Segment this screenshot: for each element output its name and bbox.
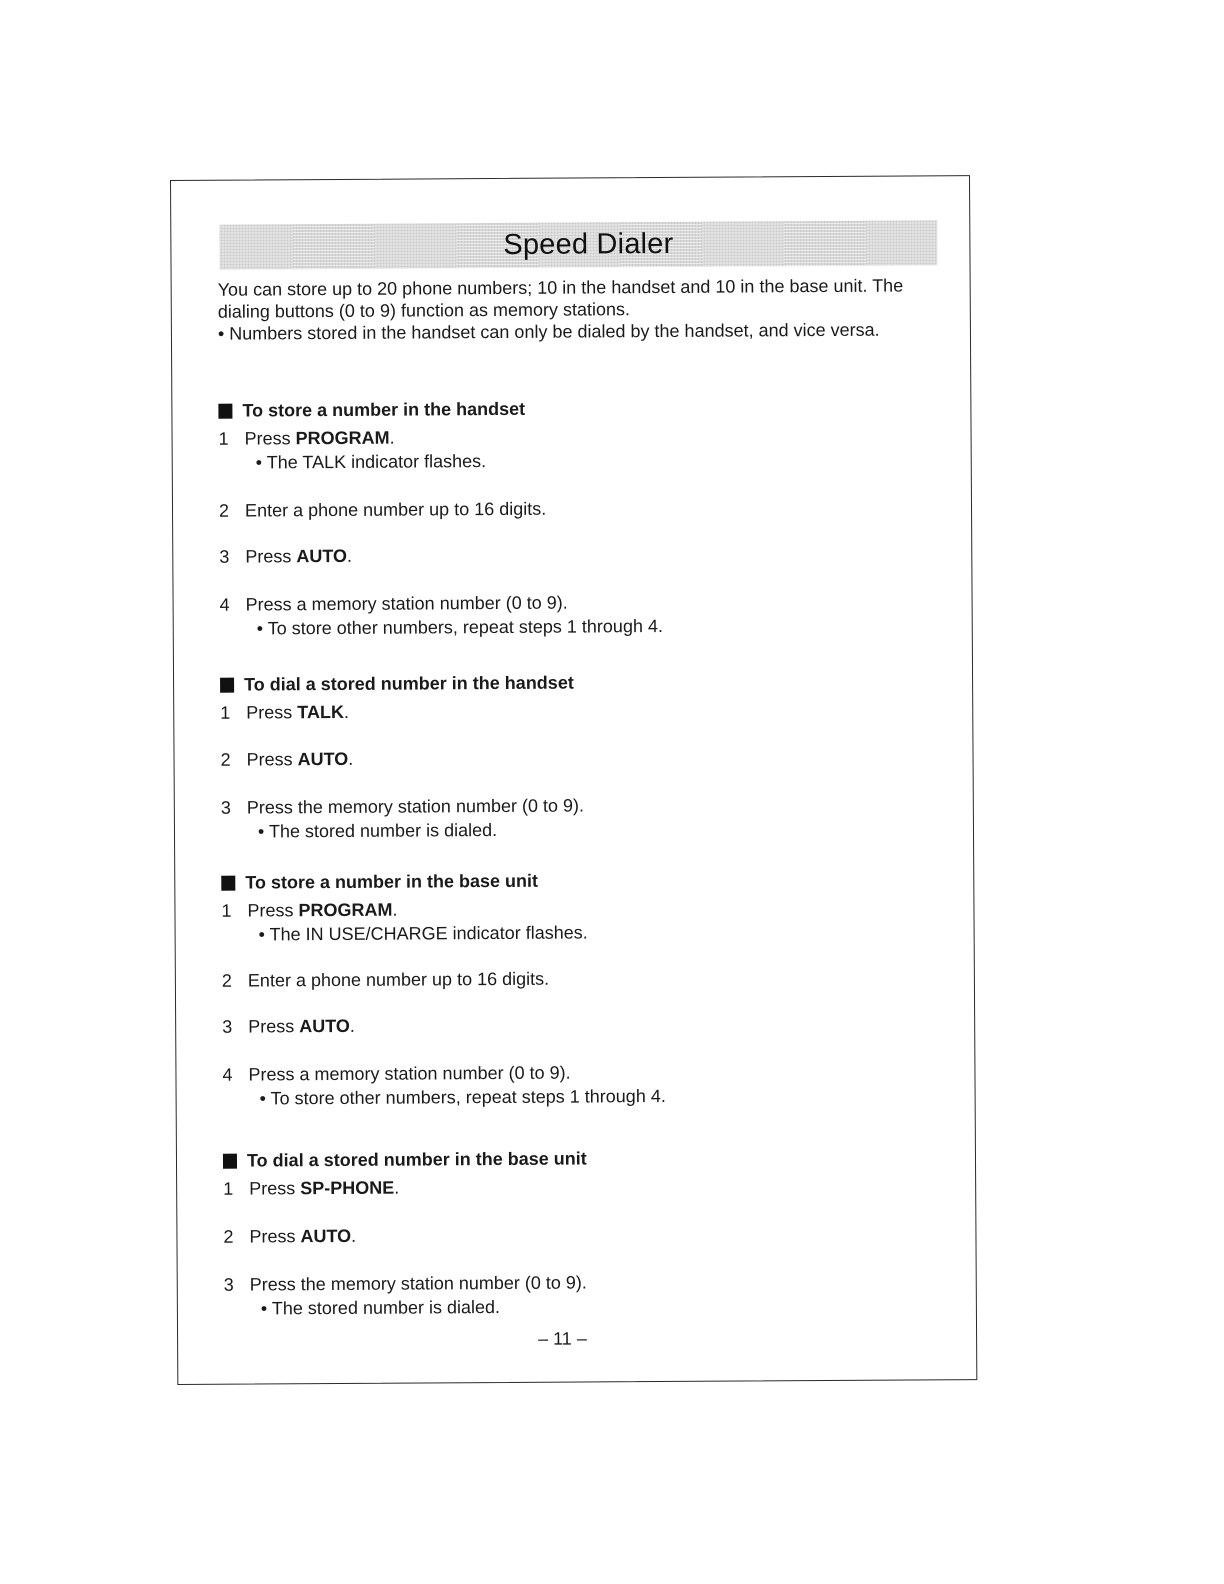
step-text: Press SP-PHONE. <box>249 1177 400 1199</box>
step-number: 3 <box>220 797 231 818</box>
key-label: AUTO <box>299 1015 350 1037</box>
page-title: Speed Dialer <box>503 227 674 261</box>
page-frame <box>170 175 977 1385</box>
step-number: 4 <box>222 1064 233 1085</box>
step-number: 1 <box>223 1178 234 1199</box>
step-text: Press AUTO. <box>249 1225 357 1247</box>
step <box>222 1011 872 1039</box>
step-text: Press the memory station number (0 to 9). <box>246 795 585 818</box>
step-number: 2 <box>223 1226 234 1247</box>
step <box>220 697 870 725</box>
section-dial-base <box>223 1145 874 1321</box>
intro-text: You can store up to 20 phone numbers; 10 in the handset and 10 in the base unit. The dialing buttons (0 to 9) function as memory stations. <box>217 275 904 322</box>
page-number: – 11 – <box>538 1328 587 1349</box>
step <box>220 744 870 772</box>
section-store-handset <box>218 395 869 641</box>
step-text: Press PROGRAM. <box>247 899 398 921</box>
section-heading <box>221 867 871 895</box>
step-number: 2 <box>218 500 230 521</box>
step-number: 1 <box>221 900 232 921</box>
step-number: 4 <box>219 594 230 615</box>
step-note: • The TALK indicator flashes. <box>255 451 487 473</box>
step-text: Press a memory station number (0 to 9). <box>245 592 568 615</box>
section-heading <box>223 1145 873 1173</box>
step-number: 2 <box>221 970 232 991</box>
section-dial-handset <box>220 669 871 844</box>
step <box>220 589 870 641</box>
section-store-base <box>221 867 872 1111</box>
step-note: • The stored number is dialed. <box>260 1297 501 1319</box>
key-label: AUTO <box>297 748 349 770</box>
key-label: AUTO <box>300 1225 352 1247</box>
section-heading-text: To dial a stored number in the handset <box>244 672 574 695</box>
intro-note: • Numbers stored in the handset can only be dialed by the handset, and vice versa. <box>217 319 880 344</box>
square-bullet-icon <box>221 875 235 890</box>
key-label: TALK <box>297 701 344 723</box>
step-text: Press TALK. <box>246 701 350 723</box>
step-note: • The stored number is dialed. <box>257 820 498 842</box>
step-text: Press a memory station number (0 to 9). <box>248 1062 571 1085</box>
step <box>222 965 872 993</box>
intro <box>218 274 918 344</box>
step-note: • To store other numbers, repeat steps 1 through 4. <box>259 1085 666 1109</box>
step <box>222 1059 872 1111</box>
title-band <box>219 220 937 269</box>
step <box>221 792 871 844</box>
section-heading <box>218 395 868 423</box>
step-number: 2 <box>220 749 231 770</box>
step <box>219 495 869 523</box>
step-note: • To store other numbers, repeat steps 1 through 4. <box>256 615 664 639</box>
step-text: Enter a phone number up to 16 digits. <box>244 498 547 521</box>
section-heading-text: To store a number in the handset <box>242 398 526 421</box>
key-label: AUTO <box>296 545 348 567</box>
step-text: Press the memory station number (0 to 9). <box>249 1272 587 1295</box>
step-number: 1 <box>220 702 231 723</box>
step <box>223 1221 873 1249</box>
key-label: SP-PHONE <box>300 1177 395 1199</box>
step <box>224 1269 874 1321</box>
step-text: Press PROGRAM. <box>244 427 395 449</box>
step <box>219 541 869 569</box>
square-bullet-icon <box>218 403 232 418</box>
step <box>219 423 869 475</box>
key-label: PROGRAM <box>295 427 390 449</box>
step-text: Enter a phone number up to 16 digits. <box>247 968 550 991</box>
key-label: PROGRAM <box>298 899 393 921</box>
step-number: 3 <box>222 1016 233 1037</box>
section-heading-text: To dial a stored number in the base unit <box>246 1147 587 1171</box>
square-bullet-icon <box>220 677 234 692</box>
step-text: Press AUTO. <box>246 748 354 770</box>
step <box>221 895 871 947</box>
step-text: Press AUTO. <box>245 545 353 567</box>
step-text: Press AUTO. <box>248 1015 355 1037</box>
step-number: 1 <box>218 428 229 449</box>
step-number: 3 <box>219 546 230 567</box>
square-bullet-icon <box>223 1153 237 1168</box>
section-heading <box>220 669 870 697</box>
step-number: 3 <box>223 1274 234 1295</box>
step <box>223 1173 873 1201</box>
section-heading-text: To store a number in the base unit <box>245 870 539 893</box>
step-note: • The IN USE/CHARGE indicator flashes. <box>258 922 588 945</box>
